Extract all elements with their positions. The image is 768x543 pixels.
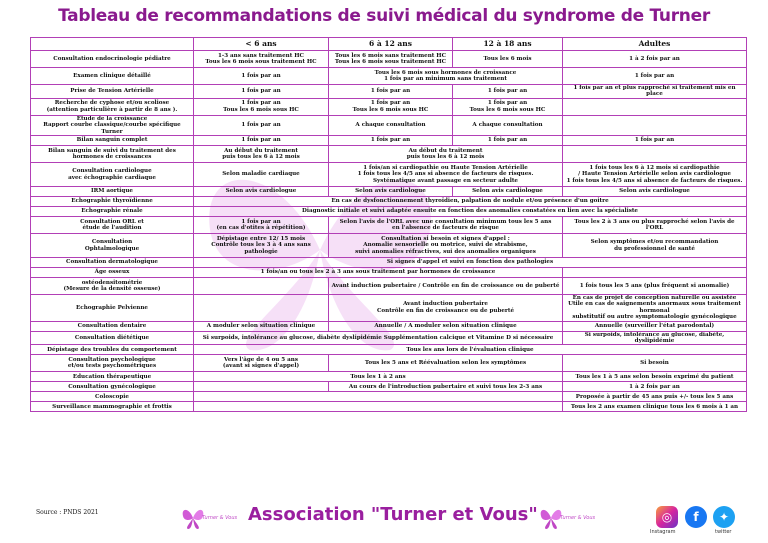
- facebook-icon[interactable]: f: [685, 506, 707, 528]
- recommendations-table: [30, 37, 747, 412]
- table-cell: Selon avis cardiologue: [329, 187, 453, 197]
- table-row: [31, 355, 747, 372]
- table-cell: IRM aortique: [31, 187, 194, 197]
- logo-text: Turner & Vous: [202, 515, 238, 521]
- table-cell: [563, 268, 747, 278]
- table-cell: [563, 98, 747, 115]
- table-row: [31, 115, 747, 135]
- table-row: [31, 392, 747, 402]
- table-cell: Diagnostic initiale et suivi adaptée ensuite en fonction des anomalies constatées en lien avec la spécialiste: [194, 207, 747, 217]
- table-cell: Consultation si besoin et signes d'appel : Anomalie sensorielle ou motrice, suivi de strabisme, suivi anomalies réfractives, sui des anomalies organiques: [329, 234, 563, 258]
- association-logo-left: [180, 505, 240, 535]
- source-note: Source : PNDS 2021: [36, 509, 99, 516]
- table-row: [31, 136, 747, 146]
- table-cell: Selon l'avis de l'ORL avec une consultation minimum tous les 5 ans en l'absence de facteurs de risque: [329, 217, 563, 234]
- table-cell: Selon symptômes et/ou recommandation du professionnel de santé: [563, 234, 747, 258]
- table-cell: Dépistage entre 12/ 15 mois Contrôle tous les 3 à 4 ans sans pathologie: [194, 234, 329, 258]
- table-cell: [194, 382, 329, 392]
- table-row: [31, 197, 747, 207]
- column-header: < 6 ans: [194, 38, 329, 51]
- table-cell: 1 fois par an et plus rapproché si traitement mis en place: [563, 85, 747, 99]
- table-cell: Tous les 5 ans et Réévaluation selon les symptômes: [329, 355, 563, 372]
- table-cell: 1 fois/an si cardiopathie ou Haute Tension Artérielle 1 fois tous les 4/5 ans si absence de facteurs de risques. Systématique avant passage en secteur adulte: [329, 163, 563, 187]
- column-header: [31, 38, 194, 51]
- table-cell: Tous les 6 mois sous hormones de croissance 1 fois par an minimum sans traitement: [329, 68, 563, 85]
- twitter-label: twitter: [715, 529, 732, 535]
- table-cell: Tous les 2 ans examen clinique tous les 6 mois à 1 an: [563, 402, 747, 412]
- table-cell: 1 à 2 fois par an: [563, 382, 747, 392]
- table-cell: Bilan sanguin de suivi du traitement des hormones de croissances: [31, 146, 194, 163]
- table-cell: A moduler selon situation clinique: [194, 321, 329, 331]
- table-cell: Consultation endocrinologie pédiatre: [31, 51, 194, 68]
- table-cell: Consultation dentaire: [31, 321, 194, 331]
- table-cell: Selon avis cardiologue: [563, 187, 747, 197]
- table-cell: Annuelle / A moduler selon situation clinique: [329, 321, 563, 331]
- table-row: [31, 331, 747, 345]
- table-cell: 1 fois par an: [453, 85, 563, 99]
- table-row: [31, 402, 747, 412]
- table-cell: Coloscopie: [31, 392, 194, 402]
- table-row: [31, 51, 747, 68]
- table-cell: 1 fois par an Tous les 6 mois sous HC: [194, 98, 329, 115]
- table-cell: 1 à 2 fois par an: [563, 51, 747, 68]
- table-cell: Etude de la croissance Rapport courbe classique/courbe spécifique Turner: [31, 115, 194, 135]
- table-row: [31, 85, 747, 99]
- table-cell: 1 fois tous les 5 ans (plus fréquent si anomalie): [563, 278, 747, 295]
- table-cell: Echographie Pelvienne: [31, 295, 194, 322]
- table-row: [31, 146, 747, 163]
- table-row: [31, 68, 747, 85]
- table-row: [31, 321, 747, 331]
- table-cell: Tous les 1 à 5 ans selon besoin exprimé du patient: [563, 372, 747, 382]
- column-header: 12 à 18 ans: [453, 38, 563, 51]
- table-cell: [563, 146, 747, 163]
- table-row: [31, 258, 747, 268]
- table-cell: Au début du traitement puis tous les 6 à 12 mois: [194, 146, 329, 163]
- table-cell: 1 fois tous les 6 à 12 mois si cardiopathie / Haute Tension Artérielle selon avis cardiologue 1 fois tous les 4/5 ans si absence de facteurs de risques.: [563, 163, 747, 187]
- table-cell: Annuelle (surveiller l'état parodontal): [563, 321, 747, 331]
- table-row: [31, 207, 747, 217]
- table-row: [31, 187, 747, 197]
- table-cell: Âge osseux: [31, 268, 194, 278]
- table-cell: En cas de dysfonctionnement thyroïdien, palpation de nodule et/ou présence d'un goitre: [194, 197, 747, 207]
- table-cell: Selon maladie cardiaque: [194, 163, 329, 187]
- logo-text: Turner & Vous: [560, 515, 596, 521]
- table-cell: Examen clinique détaillé: [31, 68, 194, 85]
- table-cell: 1 fois par an: [194, 115, 329, 135]
- table-cell: Bilan sanguin complet: [31, 136, 194, 146]
- table-cell: Dépistage des troubles du comportement: [31, 345, 194, 355]
- table-row: [31, 382, 747, 392]
- table-cell: ostéodensitométrie (Mesure de la densité osseuse): [31, 278, 194, 295]
- table-cell: En cas de projet de conception naturelle ou assistée Utile en cas de saignements anormaux sous traitement hormonal substitutif ou autre symptomatologie gynécologique: [563, 295, 747, 322]
- table-cell: A chaque consultation: [453, 115, 563, 135]
- twitter-icon[interactable]: ✦: [713, 506, 735, 528]
- table-cell: Consultation psychologique et/ou tests psychométriques: [31, 355, 194, 372]
- table-row: [31, 234, 747, 258]
- table-row: [31, 268, 747, 278]
- table-row: [31, 98, 747, 115]
- table-cell: Prise de Tension Artérielle: [31, 85, 194, 99]
- table-cell: Consultation cardiologue avec échographie cardiaque: [31, 163, 194, 187]
- table-cell: Vers l'âge de 4 ou 5 ans (avant si signes d'appel): [194, 355, 329, 372]
- table-cell: Au cours de l'introduction pubertaire et suivi tous les 2-3 ans: [329, 382, 563, 392]
- table-cell: 1 fois par an: [453, 136, 563, 146]
- table-cell: Selon avis cardiologue: [453, 187, 563, 197]
- table-cell: Tous les 2 à 3 ans ou plus rapproché selon l'avis de l'ORL: [563, 217, 747, 234]
- table-cell: Au début du traitement puis tous les 6 à 12 mois: [329, 146, 563, 163]
- table-row: [31, 372, 747, 382]
- table-cell: Si surpoids, intolérance au glucose, diabète, dyslipidémie: [563, 331, 747, 345]
- table-row: [31, 295, 747, 322]
- table-cell: Consultation dermatologique: [31, 258, 194, 268]
- table-cell: [194, 392, 563, 402]
- table-cell: Echographie rénale: [31, 207, 194, 217]
- table-cell: 1 fois par an: [194, 68, 329, 85]
- table-cell: Si signes d'appel et suivi en fonction des pathologies: [194, 258, 747, 268]
- table-cell: 1 fois par an: [563, 68, 747, 85]
- table-cell: Echographie thyroïdienne: [31, 197, 194, 207]
- table-cell: Consultation Ophtalmologique: [31, 234, 194, 258]
- table-cell: [194, 278, 329, 295]
- table-row: [31, 217, 747, 234]
- table-cell: Avant induction pubertaire Contrôle en fin de croissance ou de puberté: [329, 295, 563, 322]
- table-cell: 1 fois/an ou tous les 2 à 3 ans sous traitement par hormones de croissance: [194, 268, 563, 278]
- table-cell: 1 fois par an: [194, 85, 329, 99]
- table-row: [31, 163, 747, 187]
- table-cell: [194, 295, 329, 322]
- table-cell: Si surpoids, intolérance au glucose, diabète dyslipidémie Supplémentation calcique et Vitamine D si nécessaire: [194, 331, 563, 345]
- table-cell: 1 fois par an: [329, 85, 453, 99]
- table-cell: [194, 402, 563, 412]
- table-cell: 1 fois par an Tous les 6 mois sous HC: [329, 98, 453, 115]
- instagram-icon[interactable]: ◎: [656, 506, 678, 528]
- table-cell: Consultation gynécologique: [31, 382, 194, 392]
- table-cell: A chaque consultation: [329, 115, 453, 135]
- table-row: [31, 278, 747, 295]
- association-logo-right: [538, 505, 598, 535]
- table-cell: Tous les ans lors de l'évaluation clinique: [194, 345, 747, 355]
- table-cell: 1 fois par an (en cas d'otites à répétition): [194, 217, 329, 234]
- table-cell: 1 fois par an Tous les 6 mois sous HC: [453, 98, 563, 115]
- table-cell: [563, 115, 747, 135]
- table-cell: Avant induction pubertaire / Contrôle en fin de croissance ou de puberté: [329, 278, 563, 295]
- table-cell: 1 fois par an: [563, 136, 747, 146]
- column-header: 6 à 12 ans: [329, 38, 453, 51]
- table-cell: Tous les 1 à 2 ans: [194, 372, 563, 382]
- column-header: Adultes: [563, 38, 747, 51]
- table-cell: 1 fois par an: [194, 136, 329, 146]
- table-cell: Proposée à partir de 45 ans puis +/- tous les 5 ans: [563, 392, 747, 402]
- table-cell: Surveillance mammographie et frottis: [31, 402, 194, 412]
- association-name: Association "Turner et Vous": [248, 504, 538, 525]
- table-cell: Tous les 6 mois: [453, 51, 563, 68]
- table-row: [31, 345, 747, 355]
- table-cell: Recherche de cyphose et/ou scoliose (attention particulière à partir de 8 ans ).: [31, 98, 194, 115]
- instagram-label: Instagram: [650, 529, 676, 535]
- table-cell: Si besoin: [563, 355, 747, 372]
- table-cell: Tous les 6 mois sans traitement HC Tous les 6 mois sous traitement HC: [329, 51, 453, 68]
- table-header-row: [31, 38, 747, 51]
- table-cell: Selon avis cardiologue: [194, 187, 329, 197]
- table-cell: Consultation ORL et étude de l'audition: [31, 217, 194, 234]
- table-cell: Consultation diététique: [31, 331, 194, 345]
- table-cell: Education thérapeutique: [31, 372, 194, 382]
- table-cell: 1 fois par an: [329, 136, 453, 146]
- table-cell: 1-3 ans sans traitement HC Tous les 6 mois sous traitement HC: [194, 51, 329, 68]
- page-title: Tableau de recommandations de suivi médical du syndrome de Turner: [58, 6, 710, 26]
